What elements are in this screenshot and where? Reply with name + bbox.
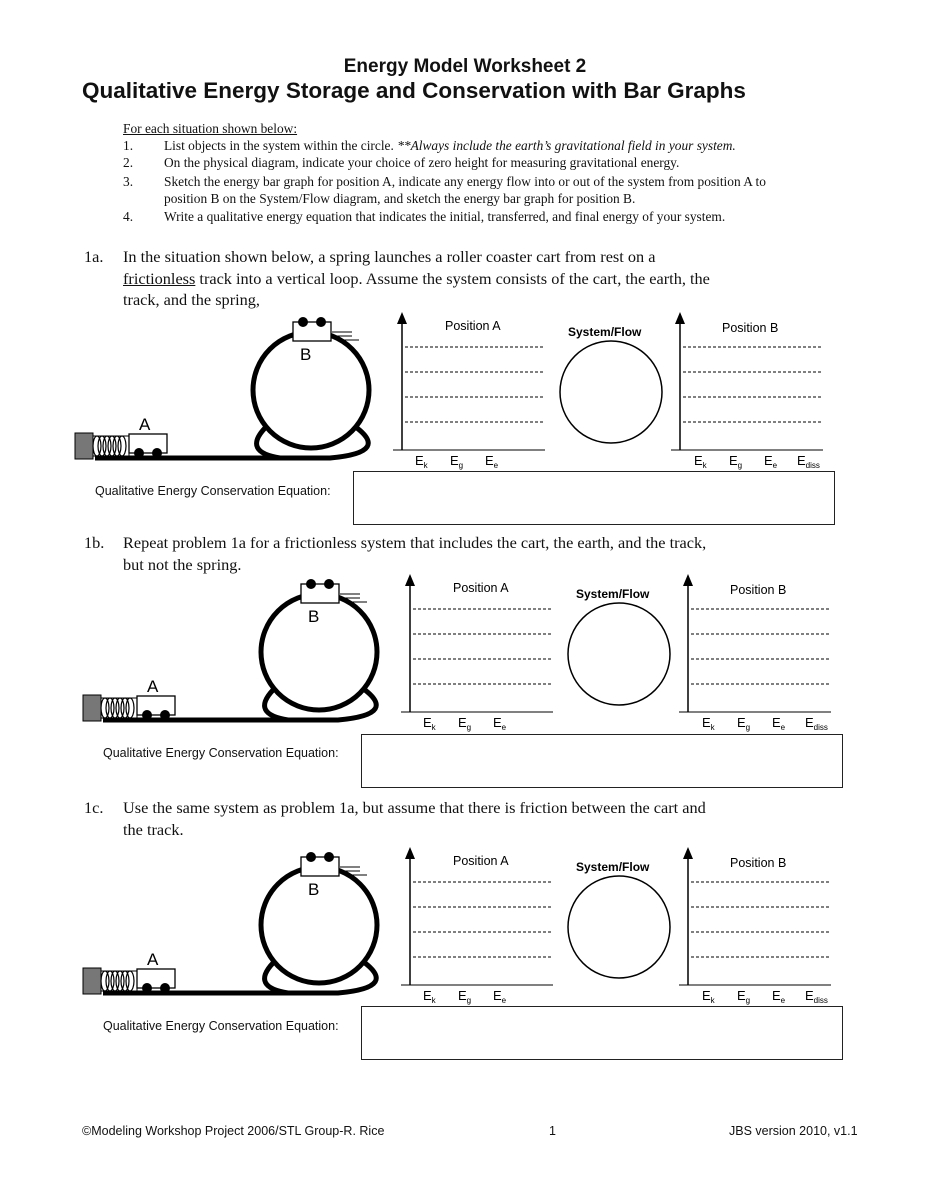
instruction-item-3-line1: Sketch the energy bar graph for position A, indicate any energy flow into or out of the system from position A to [164,174,766,189]
point-b-label: B [308,607,320,626]
point-b-label: B [300,345,312,364]
instruction-number: 4. [123,209,134,224]
problem-text-line: but not the spring. [123,554,242,574]
instruction-number: 2. [123,155,134,170]
position-b-graph [679,574,831,732]
ee-label: $E_e$ [772,988,786,1005]
problem-text-line: track, and the spring, [123,290,260,309]
ek-label: $E_k$ [423,988,436,1005]
ee-label: $E_e$ [493,715,507,732]
cart-b [293,317,359,341]
ek-label: $E_k$ [694,453,707,470]
diagram-1b [83,574,863,734]
system-flow-title: System/Flow [576,587,650,601]
footer-version: JBS version 2010, v1.1 [729,1124,858,1138]
position-a-graph [401,847,553,1005]
instruction-item-4: Write a qualitative energy equation that indicates the initial, transferred, and final energy of your system. [164,209,726,224]
eg-label: $E_g$ [729,453,743,470]
position-a-title: Position A [453,854,509,868]
problem-text-line: Repeat problem 1a for a frictionless system that includes the cart, the earth, and the track, [123,533,707,552]
ediss-label: $E_{diss}$ [805,988,828,1005]
eg-label: $E_g$ [458,988,472,1005]
problem-1b [0,532,930,576]
position-b-title: Position B [730,856,787,870]
position-b-title: Position B [722,321,779,335]
spring [83,695,137,721]
eg-label: $E_g$ [737,715,751,732]
ee-label: $E_e$ [772,715,786,732]
instruction-number: 1. [123,138,134,153]
diagram-1c [83,847,863,1007]
instruction-item-2: On the physical diagram, indicate your choice of zero height for measuring gravitational energy. [164,155,680,170]
instructions [0,120,930,230]
system-flow-diagram [560,325,662,443]
eg-label: $E_g$ [458,715,472,732]
ek-label: $E_k$ [702,715,715,732]
problem-label: 1b. [84,533,105,552]
position-a-graph [393,312,545,470]
diagram-1a [75,312,855,472]
problem-text-line: the track. [123,819,184,839]
position-b-title: Position B [730,583,787,597]
equation-answer-box[interactable] [361,734,843,788]
cart-b [301,579,367,603]
problem-1c [0,797,930,841]
page-number: 1 [549,1124,556,1138]
ediss-label: $E_{diss}$ [797,453,820,470]
position-a-graph [401,574,553,732]
system-flow-diagram [568,587,670,705]
ek-label: $E_k$ [702,988,715,1005]
worksheet-title: Energy Model Worksheet 2 [343,56,587,77]
ee-label: $E_e$ [764,453,778,470]
underlined-word: frictionless [123,268,196,288]
cart-a [137,969,175,993]
problem-text-line: Use the same system as problem 1a, but assume that there is friction between the cart and [123,798,706,817]
equation-label: Qualitative Energy Conservation Equation: [103,1019,339,1033]
instruction-item-3-line2: position B on the System/Flow diagram, and sketch the energy bar graph for position B. [164,191,636,206]
problem-diagram [83,847,863,1007]
eg-label: $E_g$ [737,988,751,1005]
ediss-label: $E_{diss}$ [805,715,828,732]
spring [83,968,137,994]
cart-a [137,696,175,720]
point-b-label: B [308,880,320,899]
position-a-title: Position A [445,319,501,333]
system-flow-title: System/Flow [576,860,650,874]
problem-diagram [83,574,863,734]
equation-answer-box[interactable] [353,471,835,525]
position-b-graph [679,847,831,1005]
worksheet-subtitle: Qualitative Energy Storage and Conservation with Bar Graphs [82,78,746,103]
cart-a [129,434,167,458]
point-a-label: A [147,950,159,969]
system-flow-title: System/Flow [568,325,642,339]
equation-label: Qualitative Energy Conservation Equation: [103,746,339,760]
problem-text-line: In the situation shown below, a spring launches a roller coaster cart from rest on a [123,247,656,266]
footer-copyright: ©Modeling Workshop Project 2006/STL Group-R. Rice [82,1124,385,1138]
instructions-intro: For each situation shown below: [123,121,298,136]
eg-label: $E_g$ [450,453,464,470]
equation-label: Qualitative Energy Conservation Equation: [95,484,331,498]
problem-1a [0,246,930,312]
position-a-title: Position A [453,581,509,595]
problem-text-line: frictionless track into a vertical loop. Assume the system consists of the cart, the earth, the [123,268,710,288]
point-a-label: A [139,415,151,434]
instruction-item-1: List objects in the system within the circle. **Always include the earth’s gravitational field in your system. [164,138,736,153]
ek-label: $E_k$ [423,715,436,732]
instruction-emphasis: **Always include the earth’s gravitational field in your system. [397,138,736,153]
equation-answer-box[interactable] [361,1006,843,1060]
system-flow-diagram [568,860,670,978]
cart-b [301,852,367,876]
position-b-graph [671,312,823,470]
point-a-label: A [147,677,159,696]
ee-label: $E_e$ [485,453,499,470]
ee-label: $E_e$ [493,988,507,1005]
problem-label: 1a. [84,247,104,266]
spring [75,433,129,459]
problem-label: 1c. [84,798,104,817]
problem-diagram [75,312,855,472]
ek-label: $E_k$ [415,453,428,470]
instruction-number: 3. [123,174,134,189]
